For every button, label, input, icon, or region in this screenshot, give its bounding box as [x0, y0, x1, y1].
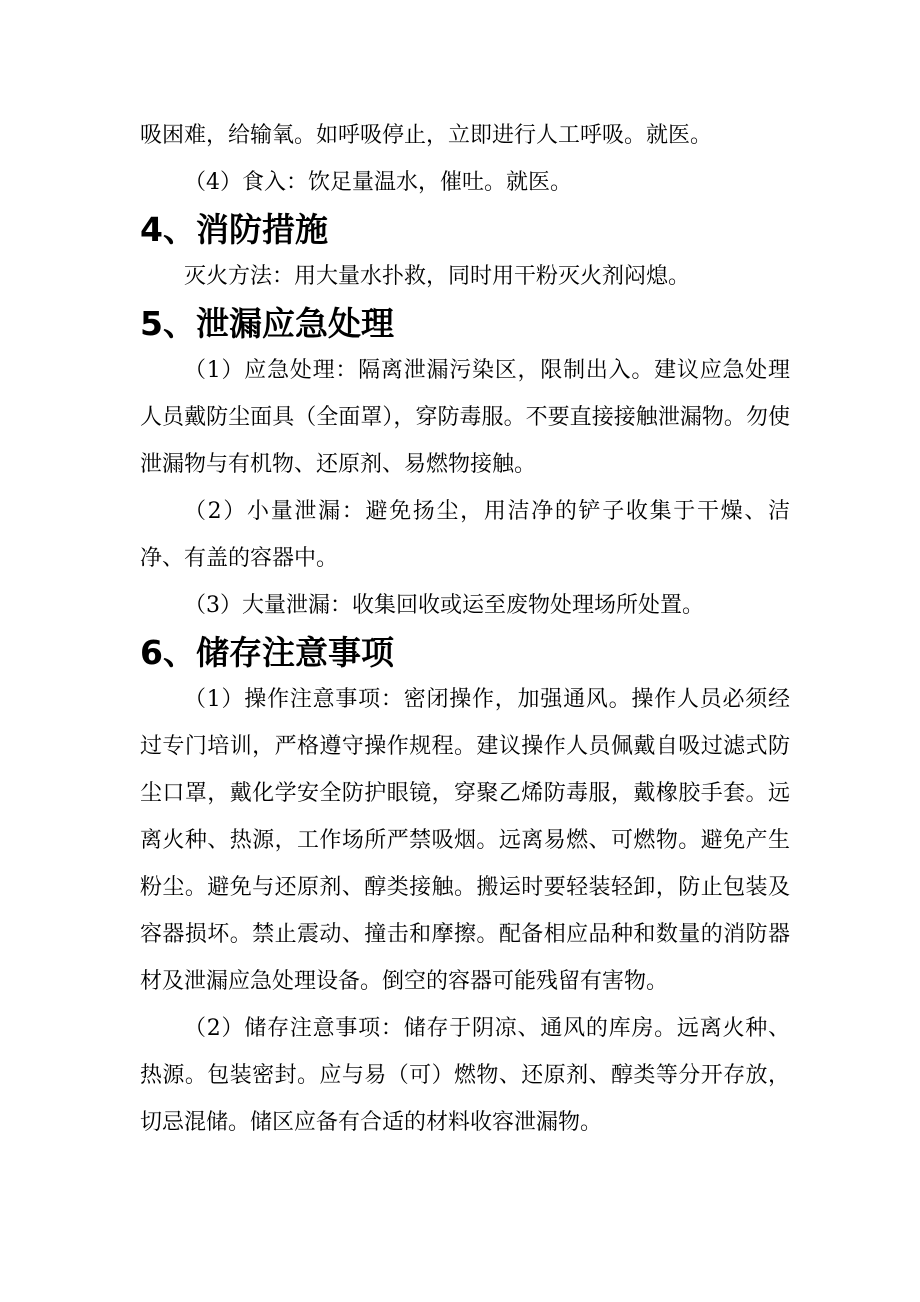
heading-leak-emergency: 5、泄漏应急处理 — [140, 304, 394, 343]
paragraph-ingestion: （4）食入：饮足量温水，催吐。就医。 — [184, 170, 572, 195]
heading-fire-fighting: 4、消防措施 — [140, 210, 328, 249]
paragraph-inhalation-continued: 吸困难，给输氧。如呼吸停止，立即进行人工呼吸。就医。 — [140, 123, 713, 148]
heading-storage-precautions: 6、储存注意事项 — [140, 633, 394, 672]
paragraph-large-leak: （3）大量泄漏：收集回收或运至废物处理场所处置。 — [184, 593, 704, 618]
paragraph-emergency-handling: （1）应急处理：隔离泄漏污染区，限制出入。建议应急处理人员戴防尘面具（全面罩），穿防毒服。不要直接接触泄漏物。勿使泄漏物与有机物、还原剂、易燃物接触。 — [140, 358, 790, 477]
paragraph-extinguishing-method: 灭火方法：用大量水扑救，同时用干粉灭火剂闷熄。 — [184, 264, 691, 289]
document-body — [140, 112, 790, 1146]
paragraph-small-leak: （2）小量泄漏：避免扬尘，用洁净的铲子收集于干燥、洁净、有盖的容器中。 — [140, 499, 790, 571]
paragraph-storage-precautions: （2）储存注意事项：储存于阴凉、通风的库房。远离火种、热源。包装密封。应与易（可）燃物、还原剂、醇类等分开存放，切忌混储。储区应备有合适的材料收容泄漏物。 — [140, 1016, 790, 1135]
paragraph-operation-precautions: （1）操作注意事项：密闭操作，加强通风。操作人员必须经过专门培训，严格遵守操作规程。建议操作人员佩戴自吸过滤式防尘口罩，戴化学安全防护眼镜，穿聚乙烯防毒服，戴橡胶手套。远离火种、热源，工作场所严禁吸烟。远离易燃、可燃物。避免产生粉尘。避免与还原剂、醇类接触。搬运时要轻装轻卸，防止包装及容器损坏。禁止震动、撞击和摩擦。配备相应品种和数量的消防器材及泄漏应急处理设备。倒空的容器可能残留有害物。 — [140, 687, 790, 994]
